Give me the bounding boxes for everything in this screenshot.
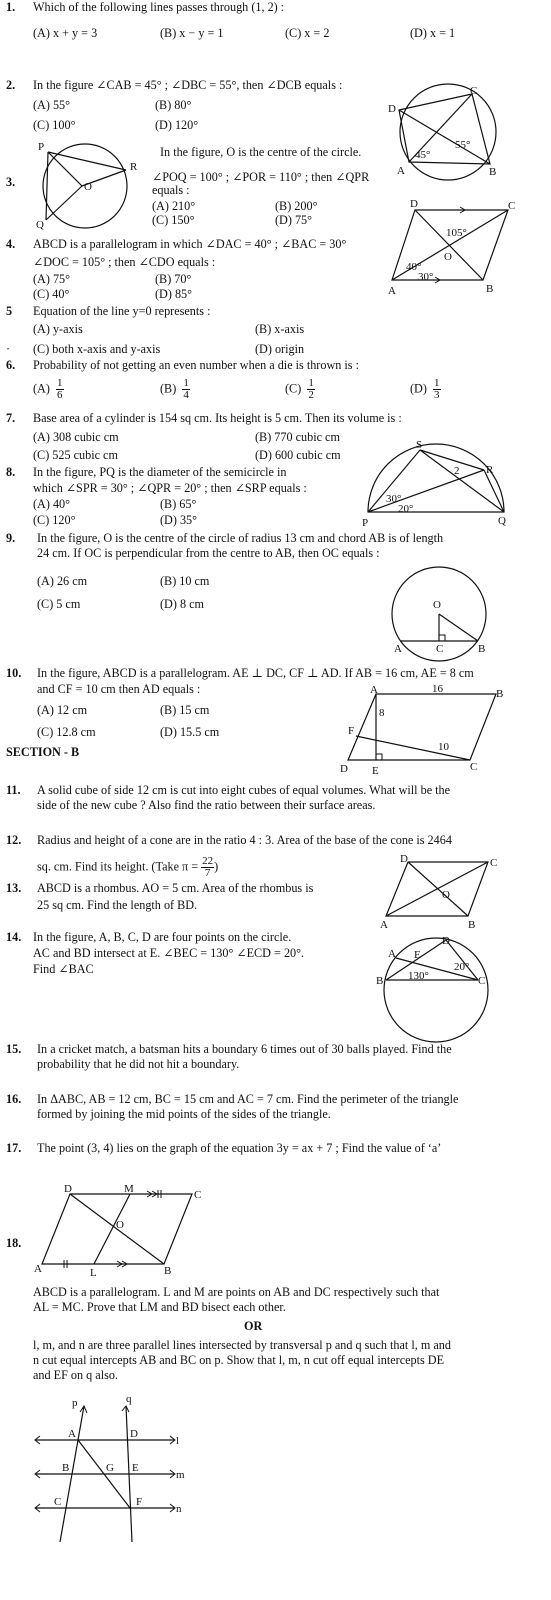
q18-label-q: q — [126, 1393, 132, 1405]
or-divider: OR — [244, 1319, 263, 1333]
section-b-heading: SECTION - B — [6, 745, 80, 759]
q3-label-q: Q — [36, 219, 44, 231]
q5-option-c: (C) both x-axis and y-axis — [33, 342, 161, 356]
q7-option-d: (D) 600 cubic cm — [255, 448, 341, 462]
q6-number: 6. — [6, 358, 16, 372]
q4-label-b: B — [486, 283, 494, 295]
q18-alt-line1: l, m, and n are three parallel lines intersected by transversal p and q such that l, m and — [33, 1338, 451, 1352]
q10-figure — [338, 684, 513, 778]
q8-angle-20: 20° — [398, 503, 414, 515]
q10-option-a: (A) 12 cm — [37, 703, 88, 717]
q3-label-o: O — [84, 181, 92, 193]
q17-number: 17. — [6, 1141, 22, 1155]
q18-figure-parallel-lines — [32, 1394, 192, 1572]
q3-number: 3. — [6, 175, 16, 189]
q2-angle-45: 45° — [415, 149, 431, 161]
q3-option-d: (D) 75° — [275, 213, 313, 227]
q18-figure-parallelogram — [32, 1184, 212, 1278]
q2-label-b: B — [489, 166, 497, 178]
q18-label-c: C — [194, 1189, 202, 1201]
q13-label-o: O — [442, 889, 450, 901]
q10-option-d: (D) 15.5 cm — [160, 725, 220, 739]
q5-dot: · — [6, 342, 11, 356]
q10-length-16: 16 — [432, 683, 443, 695]
q9-number: 9. — [6, 531, 16, 545]
q18-label-l-line: l — [176, 1435, 180, 1447]
q18-label-m: M — [124, 1183, 134, 1195]
q18-label-l: L — [90, 1267, 97, 1279]
q8-label-p: P — [362, 517, 369, 529]
q9-option-c: (C) 5 cm — [37, 597, 81, 611]
q4-label-c: C — [508, 200, 516, 212]
q16-line2: formed by joining the mid points of the sides of the triangle. — [37, 1107, 331, 1121]
q7-number: 7. — [6, 411, 16, 425]
q14-angle-20: 20° — [454, 961, 470, 973]
q1-option-d: (D) x = 1 — [410, 26, 456, 40]
q10-length-8: 8 — [379, 707, 385, 719]
q11-line1: A solid cube of side 12 cm is cut into eight cubes of equal volumes. What will be the — [37, 783, 451, 797]
q6-option-c: (C) $\frac{1}{2}$ — [285, 377, 314, 401]
q5-option-a: (A) y-axis — [33, 322, 83, 336]
q2-label-a: A — [397, 165, 405, 177]
q4-line2: ∠DOC = 105° ; then ∠CDO equals : — [33, 255, 216, 269]
q11-line2: side of the new cube ? Also find the ratio between their surface areas. — [37, 798, 376, 812]
q5-option-b: (B) x-axis — [255, 322, 305, 336]
q18-label-p: p — [72, 1397, 78, 1409]
q2-option-c: (C) 100° — [33, 118, 76, 132]
q6-option-d: (D) $\frac{1}{3}$ — [410, 377, 440, 401]
q13-figure — [378, 852, 508, 930]
q6-option-a: (A) $\frac{1}{6}$ — [33, 377, 63, 401]
q9-label-a: A — [394, 643, 402, 655]
q18-label-b2: B — [62, 1462, 70, 1474]
q4-option-b: (B) 70° — [155, 272, 192, 286]
q4-angle-105: 105° — [446, 227, 467, 239]
q8-line1: In the figure, PQ is the diameter of the semicircle in — [33, 465, 287, 479]
q10-line2: and CF = 10 cm then AD equals : — [37, 682, 201, 696]
q17-line1: The point (3, 4) lies on the graph of the equation 3y = ax + 7 ; Find the value of ‘a’ — [37, 1141, 442, 1155]
q3-label-r: R — [130, 161, 138, 173]
q10-label-d: D — [340, 763, 348, 775]
q18-line2: AL = MC. Prove that LM and BD bisect each other. — [33, 1300, 286, 1314]
q3-line3: equals : — [152, 183, 190, 197]
q8-option-a: (A) 40° — [33, 497, 71, 511]
q9-option-a: (A) 26 cm — [37, 574, 88, 588]
q18-label-g2: G — [106, 1462, 114, 1474]
q10-label-c: C — [470, 761, 478, 773]
q3-option-a: (A) 210° — [152, 199, 196, 213]
q10-number: 10. — [6, 666, 22, 680]
q12-line2: sq. cm. Find its height. (Take π = $\frac{22}{7}$ ) — [37, 855, 219, 879]
q4-number: 4. — [6, 237, 16, 251]
q4-label-a: A — [388, 285, 396, 297]
q10-option-b: (B) 15 cm — [160, 703, 210, 717]
q18-label-a: A — [34, 1263, 42, 1275]
q18-label-a2: A — [68, 1428, 76, 1440]
q10-length-10: 10 — [438, 741, 449, 753]
q5-number: 5 — [6, 304, 13, 318]
q10-line1: In the figure, ABCD is a parallelogram. AE ⊥ DC, CF ⊥ AD. If AB = 16 cm, AE = 8 cm — [37, 666, 474, 680]
q8-line2: which ∠SPR = 30° ; ∠QPR = 20° ; then ∠SRP equals : — [33, 481, 307, 495]
q16-number: 16. — [6, 1092, 22, 1106]
q2-option-a: (A) 55° — [33, 98, 71, 112]
q14-label-e: E — [414, 949, 421, 961]
q9-label-c: C — [436, 643, 444, 655]
q10-label-a: A — [370, 684, 378, 696]
q18-label-d2: D — [130, 1428, 138, 1440]
q8-label-r: R — [486, 464, 494, 476]
q18-alt-line3: and EF on q also. — [33, 1368, 118, 1382]
q3-label-p: P — [38, 141, 45, 153]
q2-number: 2. — [6, 78, 16, 92]
q4-figure — [390, 198, 520, 298]
q7-option-b: (B) 770 cubic cm — [255, 430, 340, 444]
q8-number: 8. — [6, 465, 16, 479]
q2-label-c: C — [470, 85, 478, 97]
q13-label-a: A — [380, 919, 388, 931]
q4-option-d: (D) 85° — [155, 287, 193, 301]
q13-label-d: D — [400, 853, 408, 865]
q3-figure — [30, 140, 142, 230]
q18-alt-line2: n cut equal intercepts AB and BC on p. Show that l, m, n cut off equal intercepts DE — [33, 1353, 445, 1367]
q15-number: 15. — [6, 1042, 22, 1056]
q3-option-b: (B) 200° — [275, 199, 318, 213]
q7-option-c: (C) 525 cubic cm — [33, 448, 118, 462]
q18-label-f2: F — [136, 1496, 143, 1508]
q18-line1: ABCD is a parallelogram. L and M are points on AB and DC respectively such that — [33, 1285, 440, 1299]
q10-label-b: B — [496, 688, 504, 700]
q8-option-c: (C) 120° — [33, 513, 76, 527]
q9-label-o: O — [433, 599, 441, 611]
q4-angle-30: 30° — [418, 271, 434, 283]
q7-text: Base area of a cylinder is 154 sq cm. Its height is 5 cm. Then its volume is : — [33, 411, 402, 425]
q4-line1: ABCD is a parallelogram in which ∠DAC = 40° ; ∠BAC = 30° — [33, 237, 347, 251]
q8-label-q: Q — [498, 515, 506, 527]
q14-line3: Find ∠BAC — [33, 962, 94, 976]
q9-option-d: (D) 8 cm — [160, 597, 204, 611]
q2-label-d: D — [388, 103, 396, 115]
q1-option-c: (C) x = 2 — [285, 26, 330, 40]
q3-line2: ∠POQ = 100° ; ∠POR = 110° ; then ∠QPR — [152, 170, 370, 184]
q18-label-e2: E — [132, 1462, 139, 1474]
q14-label-c: C — [478, 975, 486, 987]
q13-number: 13. — [6, 881, 22, 895]
q14-line2: AC and BD intersect at E. ∠BEC = 130° ∠ECD = 20°. — [33, 946, 305, 960]
q10-option-c: (C) 12.8 cm — [37, 725, 96, 739]
q12-number: 12. — [6, 833, 22, 847]
q18-label-d: D — [64, 1183, 72, 1195]
q18-label-c2: C — [54, 1496, 62, 1508]
q1-number: 1. — [6, 0, 16, 14]
q5-text: Equation of the line y=0 represents : — [33, 304, 211, 318]
q9-line1: In the figure, O is the centre of the circle of radius 13 cm and chord AB is of length — [37, 531, 444, 545]
q13-line2: 25 sq cm. Find the length of BD. — [37, 898, 198, 912]
q18-number: 18. — [6, 1236, 22, 1250]
q18-label-b: B — [164, 1265, 172, 1277]
q8-option-b: (B) 65° — [160, 497, 197, 511]
q9-label-b: B — [478, 643, 486, 655]
q5-option-d: (D) origin — [255, 342, 305, 356]
q8-mark: 2 — [454, 465, 460, 477]
q14-figure — [374, 932, 502, 1044]
q2-figure — [385, 82, 515, 182]
q7-option-a: (A) 308 cubic cm — [33, 430, 119, 444]
q15-line1: In a cricket match, a batsman hits a boundary 6 times out of 30 balls played. Find the — [37, 1042, 452, 1056]
q9-figure — [390, 566, 500, 666]
q3-line1: In the figure, O is the centre of the circle. — [160, 145, 362, 159]
q14-label-d: D — [442, 935, 450, 947]
q8-option-d: (D) 35° — [160, 513, 198, 527]
q10-label-e: E — [372, 765, 379, 777]
q11-number: 11. — [6, 783, 21, 797]
q12-line1: Radius and height of a cone are in the ratio 4 : 3. Area of the base of the cone is 2464 — [37, 833, 452, 847]
q14-angle-130: 130° — [408, 970, 429, 982]
q2-angle-55: 55° — [455, 139, 471, 151]
q1-text: Which of the following lines passes through (1, 2) : — [33, 0, 285, 14]
q2-option-d: (D) 120° — [155, 118, 199, 132]
q8-angle-30: 30° — [386, 493, 402, 505]
q9-option-b: (B) 10 cm — [160, 574, 210, 588]
q6-text: Probability of not getting an even number when a die is thrown is : — [33, 358, 359, 372]
q3-option-c: (C) 150° — [152, 213, 195, 227]
q14-number: 14. — [6, 930, 22, 944]
q2-option-b: (B) 80° — [155, 98, 192, 112]
q10-label-f: F — [348, 725, 355, 737]
q13-line1: ABCD is a rhombus. AO = 5 cm. Area of the rhombus is — [37, 881, 314, 895]
q13-label-c: C — [490, 857, 498, 869]
q1-option-a: (A) x + y = 3 — [33, 26, 98, 40]
q18-label-o: O — [116, 1219, 124, 1231]
q4-option-c: (C) 40° — [33, 287, 70, 301]
q4-label-d: D — [410, 198, 418, 210]
q18-label-m-line: m — [176, 1469, 185, 1481]
q4-angle-40: 40° — [406, 261, 422, 273]
q8-figure — [362, 440, 512, 528]
q9-line2: 24 cm. If OC is perpendicular from the centre to AB, then OC equals : — [37, 546, 380, 560]
q18-label-n-line: n — [176, 1503, 182, 1515]
q14-label-b: B — [376, 975, 384, 987]
q14-label-a: A — [388, 948, 396, 960]
q16-line1: In ΔABC, AB = 12 cm, BC = 15 cm and AC = 7 cm. Find the perimeter of the triangle — [37, 1092, 459, 1106]
q2-text: In the figure ∠CAB = 45° ; ∠DBC = 55°, then ∠DCB equals : — [33, 78, 343, 92]
q14-line1: In the figure, A, B, C, D are four points on the circle. — [33, 930, 292, 944]
q4-option-a: (A) 75° — [33, 272, 71, 286]
q15-line2: probability that he did not hit a boundary. — [37, 1057, 240, 1071]
q13-label-b: B — [468, 919, 476, 931]
q8-label-s: S — [416, 439, 423, 451]
q6-option-b: (B) $\frac{1}{4}$ — [160, 377, 189, 401]
q1-option-b: (B) x − y = 1 — [160, 26, 224, 40]
q4-label-o: O — [444, 251, 452, 263]
